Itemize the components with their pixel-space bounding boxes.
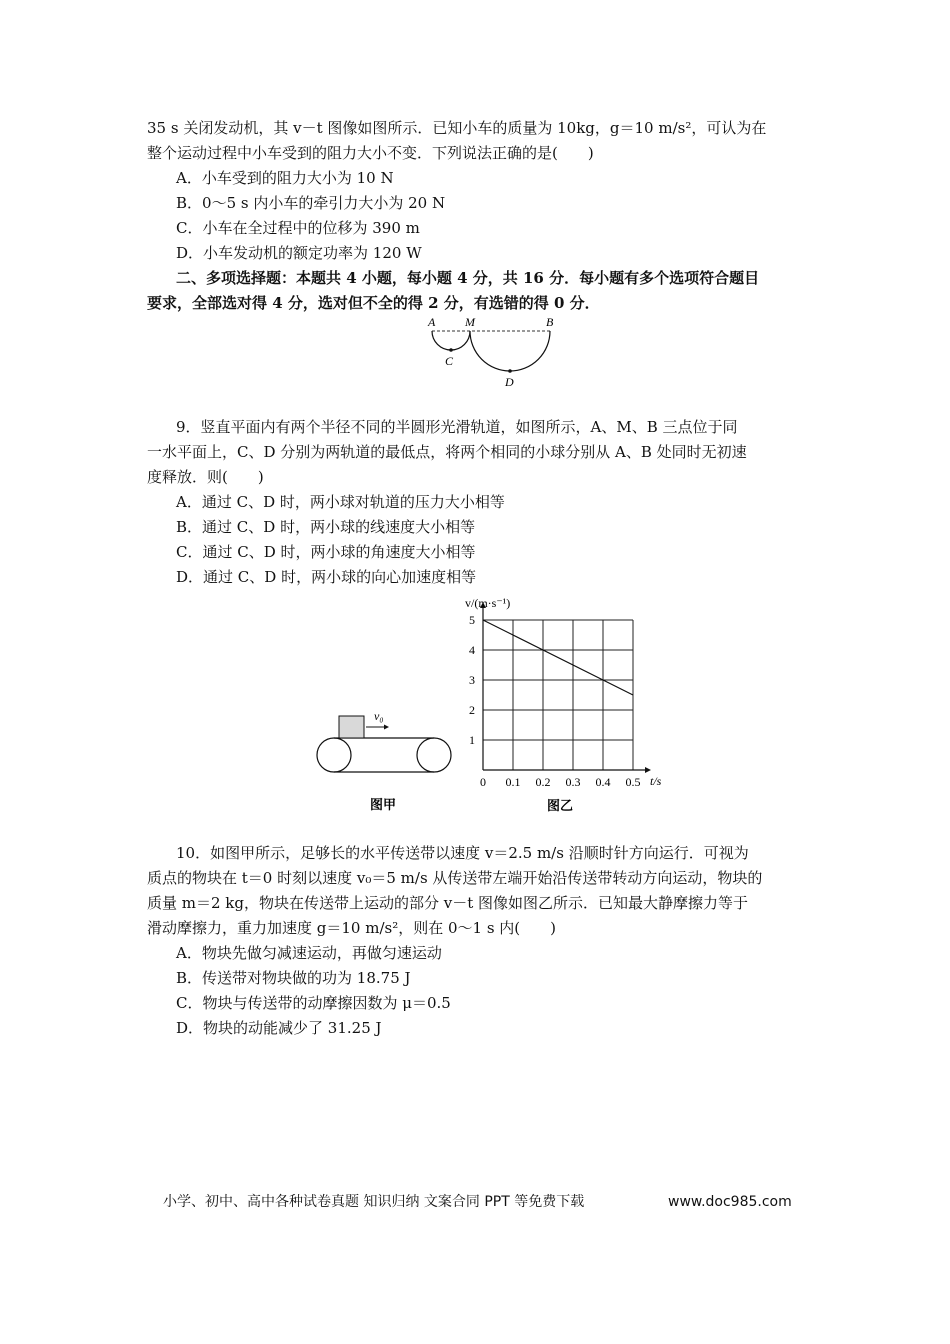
x-tick-label: 0.2 (535, 775, 551, 789)
q9-track-figure (420, 312, 570, 392)
q8-option-a: A．小车受到的阻力大小为 10 N (176, 169, 394, 187)
footer-url[interactable]: www.doc985.com (668, 1194, 792, 1210)
q10-fig-yi-caption: 图乙 (547, 798, 574, 813)
series-line (483, 620, 633, 695)
y-tick-label: 2 (469, 703, 475, 717)
q10-stem-line1: 10．如图甲所示，足够长的水平传送带以速度 v＝2.5 m/s 沿顺时针方向运行．可视为 (176, 844, 749, 862)
q8-option-d: D．小车发动机的额定功率为 120 W (176, 244, 422, 262)
chart-grid (483, 620, 633, 770)
q9-stem-line3: 度释放．则( ) (147, 468, 264, 486)
y-tick-label: 1 (469, 733, 475, 747)
q10-stem-line4: 滑动摩擦力，重力加速度 g＝10 m/s²，则在 0～1 s 内( ) (147, 919, 557, 937)
q9-label-a: A (428, 315, 436, 329)
x-tick-label: 0.1 (505, 775, 521, 789)
q9-point-d (508, 369, 512, 373)
section2-header-line1: 二、多项选择题：本题共 4 小题，每小题 4 分，共 16 分．每小题有多个选项符合题目 (176, 269, 760, 287)
q10-option-d: D．物块的动能减少了 31.25 J (176, 1019, 382, 1037)
q10-option-b: B．传送带对物块做的功为 18.75 J (176, 969, 411, 987)
q9-option-c: C．通过 C、D 时，两小球的角速度大小相等 (176, 543, 476, 561)
q10-stem-line2: 质点的物块在 t＝0 时刻以速度 v₀＝5 m/s 从传送带左端开始沿传送带转动方向运动，物块的 (147, 869, 763, 887)
footer-text: 小学、初中、高中各种试卷真题 知识归纳 文案合同 PPT 等免费下载 (163, 1194, 585, 1210)
q8-option-b: B．0～5 s 内小车的牵引力大小为 20 N (176, 194, 446, 212)
q10-conveyor-figure (310, 705, 460, 820)
q10-v0-label: v₀ (374, 709, 384, 723)
q9-option-a: A．通过 C、D 时，两小球对轨道的压力大小相等 (176, 493, 505, 511)
x-tick-label: 0 (480, 775, 486, 789)
y-tick-label: 3 (469, 673, 475, 687)
q9-stem-line2: 一水平面上，C、D 分别为两轨道的最低点，将两个相同的小球分别从 A、B 处同时无初速 (147, 443, 747, 461)
q8-stem-line2: 整个运动过程中小车受到的阻力大小不变．下列说法正确的是( ) (147, 144, 594, 162)
chart-ticks (469, 613, 641, 789)
chart-y-axis-label: v/(m·s⁻¹) (465, 596, 511, 610)
y-tick-label: 4 (469, 643, 475, 657)
q9-label-d: D (505, 375, 514, 389)
x-tick-label: 0.4 (595, 775, 611, 789)
q10-vt-chart (455, 588, 680, 818)
q8-option-c: C．小车在全过程中的位移为 390 m (176, 219, 420, 237)
y-tick-label: 5 (469, 613, 475, 627)
q10-option-c: C．物块与传送带的动摩擦因数为 μ＝0.5 (176, 994, 451, 1012)
chart-axes (480, 602, 651, 773)
q9-stem-line1: 9．竖直平面内有两个半径不同的半圆形光滑轨道，如图所示，A、M、B 三点位于同 (176, 418, 738, 436)
q8-stem-line1: 35 s 关闭发动机，其 v－t 图像如图所示．已知小车的质量为 10kg，g＝10 m/s²，可认为在 (147, 119, 767, 137)
q9-large-semicircle (470, 331, 550, 371)
q9-option-d: D．通过 C、D 时，两小球的向心加速度相等 (176, 568, 477, 586)
q9-label-c: C (445, 354, 454, 368)
q10-block (339, 716, 364, 738)
chart-series (483, 620, 633, 695)
x-tick-label: 0.3 (565, 775, 581, 789)
x-tick-label: 0.5 (625, 775, 641, 789)
x-axis-arrowhead (645, 767, 651, 773)
chart-x-axis-label: t/s (650, 774, 662, 788)
q9-small-semicircle (432, 331, 470, 350)
q10-stem-line3: 质量 m＝2 kg，物块在传送带上运动的部分 v－t 图像如图乙所示．已知最大静摩擦力等于 (147, 894, 749, 912)
q10-option-a: A．物块先做匀减速运动，再做匀速运动 (176, 944, 442, 962)
q10-velocity-arrowhead (384, 725, 389, 730)
q10-right-roller (417, 738, 451, 772)
q10-left-roller (317, 738, 351, 772)
q10-fig-jia-caption: 图甲 (370, 797, 397, 812)
q9-point-c (449, 348, 453, 352)
q9-label-b: B (546, 315, 554, 329)
q9-option-b: B．通过 C、D 时，两小球的线速度大小相等 (176, 518, 476, 536)
q9-label-m: M (465, 315, 475, 329)
section2-header-line2: 要求，全部选对得 4 分，选对但不全的得 2 分，有选错的得 0 分． (147, 294, 600, 312)
